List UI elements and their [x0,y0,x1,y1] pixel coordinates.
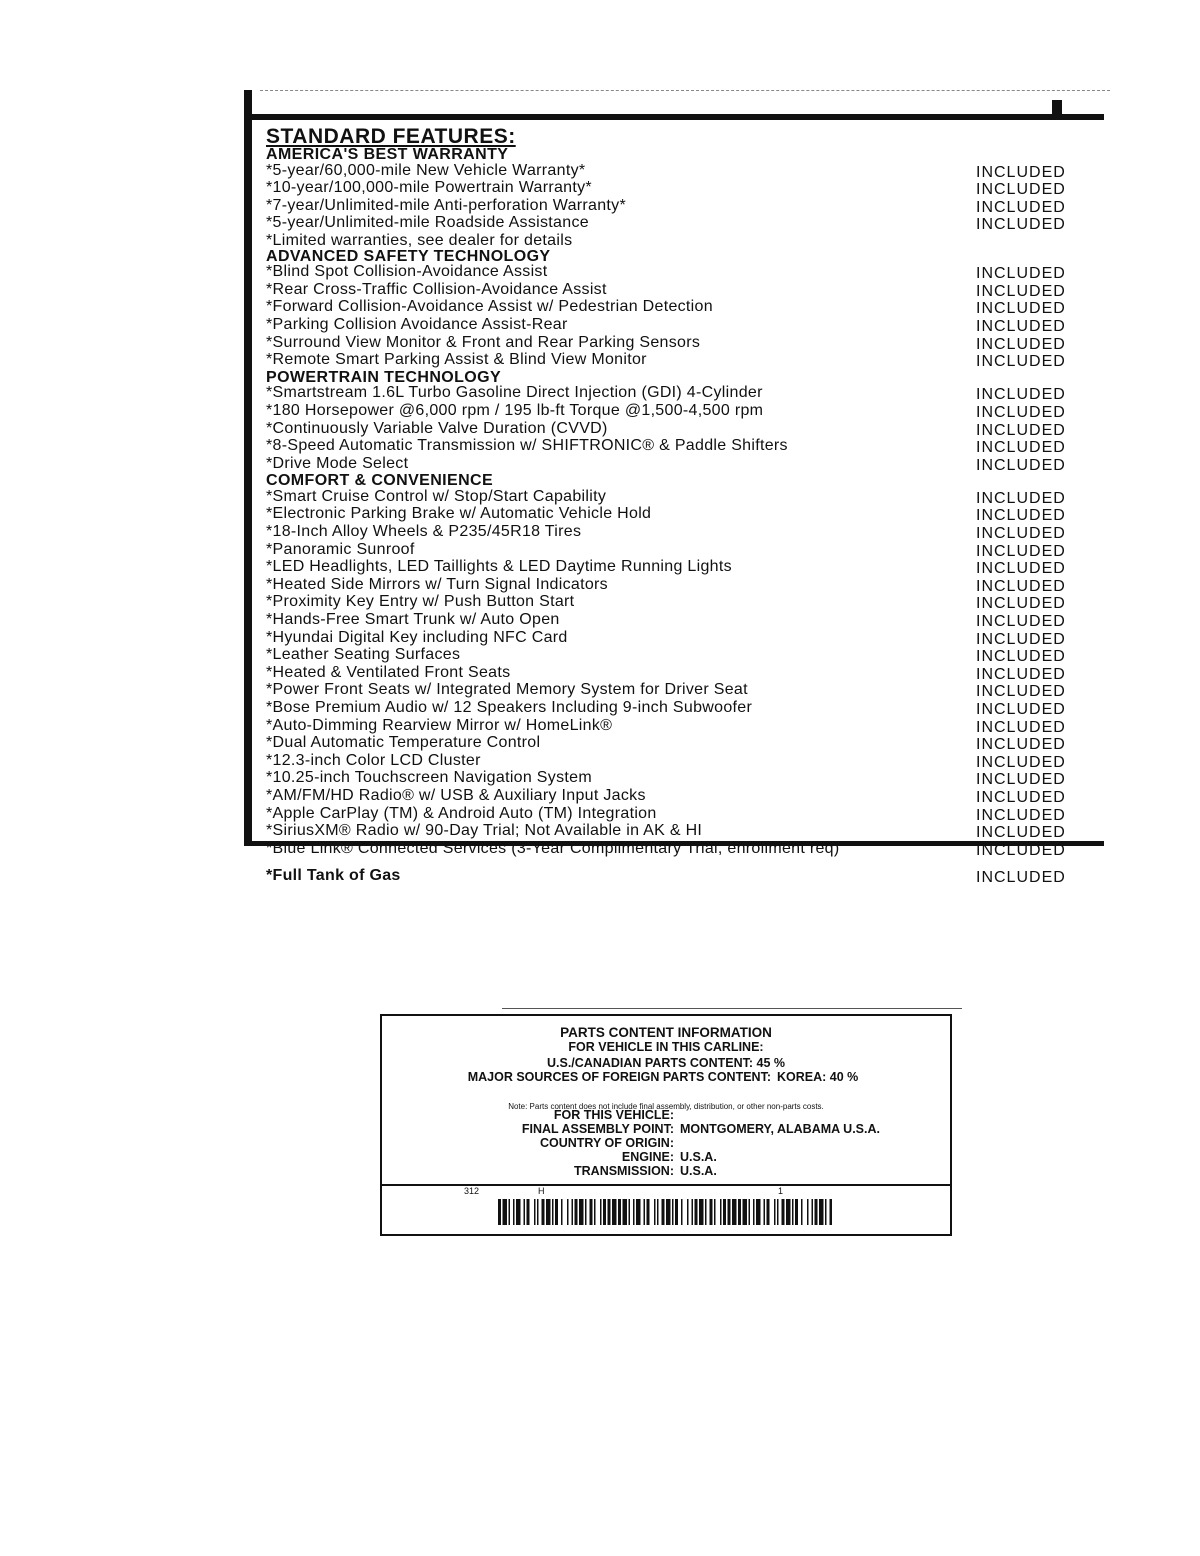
feature-status: INCLUDED [976,577,1066,595]
feature-text: *Forward Collision-Avoidance Assist w/ Pedestrian Detection [266,298,713,316]
feature-row [266,594,1086,612]
barcode-bar [498,1199,501,1225]
barcode-bar [527,1199,530,1225]
top-border-notch [1052,100,1062,116]
feature-status: INCLUDED [976,403,1066,421]
feature-status: INCLUDED [976,736,1066,754]
feature-status: INCLUDED [976,753,1066,771]
feature-row [266,317,1086,335]
feature-text: *Bose Premium Audio w/ 12 Speakers Including 9-inch Subwoofer [266,699,753,716]
feature-row [266,559,1086,577]
standard-features-panel [244,84,1104,886]
feature-text: *12.3-inch Color LCD Cluster [266,751,481,769]
barcode-area [382,1186,950,1234]
feature-status: INCLUDED [976,525,1066,543]
barcode [498,1199,832,1225]
country-of-origin-heading: COUNTRY OF ORIGIN: [539,1136,674,1150]
carline-heading: FOR VEHICLE IN THIS CARLINE: [568,1040,764,1054]
feature-row [266,823,1086,841]
barcode-bar [537,1199,539,1225]
feature-status: INCLUDED [976,683,1066,701]
barcode-bar [764,1199,766,1225]
barcode-bar [819,1199,824,1225]
feature-row [266,806,1086,824]
feature-text: *Panoramic Sunroof [266,540,415,558]
feature-text: *Hands-Free Smart Trunk w/ Auto Open [266,611,560,629]
group-title-powertrain: POWERTRAIN TECHNOLOGY [266,368,502,386]
barcode-bar [572,1199,574,1225]
barcode-bar [687,1199,689,1225]
feature-status: INCLUDED [976,665,1066,683]
barcode-bar [710,1199,713,1225]
standard-features-title: STANDARD FEATURES: [266,125,516,148]
barcode-bar [792,1199,794,1225]
feature-text: *Surround View Monitor & Front and Rear Parking Sensors [266,333,701,351]
feature-text: *Auto-Dimming Rearview Mirror w/ HomeLink® [266,716,613,734]
feature-row [266,403,1086,421]
feature-status: INCLUDED [976,216,1066,234]
feature-text: *Full Tank of Gas [266,866,401,884]
barcode-bar [516,1199,521,1225]
barcode-bar [795,1199,798,1225]
barcode-bar [629,1199,631,1225]
feature-row-full-tank [266,868,1086,886]
feature-row [266,753,1086,771]
feature-status: INCLUDED [976,386,1066,404]
vehicle-heading: FOR THIS VEHICLE: [553,1108,674,1122]
feature-status: INCLUDED [976,595,1066,613]
code-h: H [538,1186,545,1196]
barcode-bar [657,1199,659,1225]
feature-text: *Smartstream 1.6L Turbo Gasoline Direct Injection (GDI) 4-Cylinder [266,384,763,402]
feature-status: INCLUDED [976,507,1066,525]
feature-status: INCLUDED [976,718,1066,736]
barcode-bar [534,1199,536,1225]
feature-row [266,524,1086,542]
feature-status: INCLUDED [976,439,1066,457]
scan-dash-line [260,90,1110,91]
feature-row [266,647,1086,665]
feature-status: INCLUDED [976,489,1066,507]
feature-row [266,700,1086,718]
barcode-bar [699,1199,704,1225]
feature-text: *180 Horsepower @6,000 rpm / 195 lb-ft Torque @1,500-4,500 rpm [266,401,764,419]
feature-text: *Hyundai Digital Key including NFC Card [266,628,568,646]
feature-status [976,233,1086,235]
feature-status: INCLUDED [976,335,1066,353]
engine-value: U.S.A. [680,1150,717,1164]
feature-text: *7-year/Unlimited-mile Anti-perforation Warranty* [266,196,627,214]
feature-status: INCLUDED [976,868,1066,886]
feature-text: *LED Headlights, LED Taillights & LED Daytime Running Lights [266,558,732,576]
feature-status: INCLUDED [976,648,1066,666]
barcode-bar [782,1199,785,1225]
feature-text: *Blue Link® Connected Services (3-Year Complimentary Trial, enrollment req) [266,839,840,857]
feature-text: *Continuously Variable Valve Duration (CVVD) [266,419,608,437]
group-title-warranty: AMERICA'S BEST WARRANTY [266,146,509,163]
code-1: 1 [778,1186,784,1196]
feature-row [266,215,1086,233]
barcode-bar [675,1199,678,1225]
feature-status: INCLUDED [976,560,1066,578]
feature-list [266,126,1086,885]
barcode-bar [723,1199,726,1225]
parts-content-label [380,1014,952,1236]
barcode-bar [636,1199,641,1225]
feature-text: *8-Speed Automatic Transmission w/ SHIFTRONIC® & Paddle Shifters [266,437,788,455]
barcode-bar [801,1199,803,1225]
barcode-bar [561,1199,563,1225]
barcode-bar [807,1199,809,1225]
feature-text: *Heated & Ventilated Front Seats [266,663,511,681]
transmission-value: U.S.A. [680,1164,717,1178]
group-title-comfort: COMFORT & CONVENIENCE [266,472,494,490]
feature-row [266,438,1086,456]
feature-text: *Dual Automatic Temperature Control [266,734,541,752]
barcode-bar [623,1199,628,1225]
feature-row [266,282,1086,300]
feature-status: INCLUDED [976,613,1066,631]
parts-content-info [382,1022,950,1186]
transmission-label: TRANSMISSION: [574,1164,674,1178]
feature-text: *5-year/Unlimited-mile Roadside Assistance [266,214,589,232]
barcode-bar [590,1199,593,1225]
feature-status: INCLUDED [976,771,1066,789]
feature-text: *Limited warranties, see dealer for details [266,231,573,249]
feature-row [266,682,1086,700]
feature-status: INCLUDED [976,701,1066,718]
barcode-bar [774,1199,776,1225]
feature-text: *10-year/100,000-mile Powertrain Warranty* [266,179,592,197]
feature-text: *Leather Seating Surfaces [266,646,461,664]
barcode-bar [720,1199,722,1225]
barcode-bar [555,1199,558,1225]
barcode-bar [743,1199,748,1225]
feature-text: *Blind Spot Collision-Avoidance Assist [266,263,548,281]
feature-text: *Power Front Seats w/ Integrated Memory System for Driver Seat [266,681,748,699]
feature-text: *Apple CarPlay (TM) & Android Auto (TM) Integration [266,804,657,822]
barcode-bar [603,1199,606,1225]
barcode-bar [695,1199,698,1225]
feature-status: INCLUDED [976,456,1066,474]
feature-text: *Heated Side Mirrors w/ Turn Signal Indicators [266,575,608,593]
feature-row [266,421,1086,439]
assembly-point-value: MONTGOMERY, ALABAMA U.S.A. [680,1122,880,1136]
feature-text: *Parking Collision Avoidance Assist-Rear [266,315,568,333]
feature-status: INCLUDED [976,806,1066,824]
parts-note: Note: Parts content does not include final assembly, distribution, or other non-parts costs. [508,1102,824,1111]
barcode-bar [830,1199,833,1225]
feature-status: INCLUDED [976,824,1066,842]
feature-row [266,718,1086,736]
barcode-bar [728,1199,731,1225]
feature-row [266,352,1086,370]
us-canadian-content: U.S./CANADIAN PARTS CONTENT: 45 % [547,1056,785,1070]
group-title-safety: ADVANCED SAFETY TECHNOLOGY [266,247,551,265]
barcode-bar [608,1199,611,1225]
barcode-bar [503,1199,508,1225]
feature-status: INCLUDED [976,542,1066,560]
scan-line [502,1008,962,1009]
barcode-bar [662,1199,665,1225]
feature-row [266,163,1086,181]
feature-status: INCLUDED [976,163,1066,181]
feature-text: *Proximity Key Entry w/ Push Button Start [266,593,575,611]
feature-row [266,665,1086,683]
feature-text: *Rear Cross-Traffic Collision-Avoidance Assist [266,280,607,298]
feature-status: INCLUDED [976,788,1066,806]
barcode-bar [666,1199,671,1225]
barcode-bar [513,1199,515,1225]
barcode-bar [633,1199,635,1225]
barcode-bar [542,1199,545,1225]
barcode-bar [705,1199,707,1225]
feature-row [266,735,1086,753]
feature-row [266,299,1086,317]
feature-row [266,180,1086,198]
feature-text: *5-year/60,000-mile New Vehicle Warranty* [266,161,586,179]
barcode-bar [600,1199,602,1225]
feature-status: INCLUDED [976,630,1066,648]
feature-row [266,612,1086,630]
barcode-bar [767,1199,770,1225]
foreign-parts-value: KOREA: 40 % [777,1070,859,1084]
feature-status: INCLUDED [976,317,1066,335]
feature-text: *Smart Cruise Control w/ Stop/Start Capability [266,487,607,505]
barcode-bar [812,1199,814,1225]
feature-row [266,264,1086,282]
feature-text: *SiriusXM® Radio w/ 90-Day Trial; Not Available in AK & HI [266,822,703,840]
barcode-bar [612,1199,617,1225]
feature-status: INCLUDED [976,841,1066,859]
barcode-bar [575,1199,578,1225]
parts-content-title: PARTS CONTENT INFORMATION [560,1025,772,1040]
feature-text: *Drive Mode Select [266,454,409,472]
barcode-bar [509,1199,511,1225]
feature-row [266,385,1086,403]
feature-row [266,198,1086,216]
feature-status: INCLUDED [976,282,1066,300]
feature-row [266,506,1086,524]
barcode-bar [552,1199,554,1225]
code-312: 312 [464,1186,480,1196]
feature-text: *Electronic Parking Brake w/ Automatic Vehicle Hold [266,505,652,523]
feature-text: *AM/FM/HD Radio® w/ USB & Auxiliary Input Jacks [266,786,646,804]
barcode-bar [732,1199,737,1225]
feature-status: INCLUDED [976,353,1066,371]
feature-status: INCLUDED [976,181,1066,199]
feature-status: INCLUDED [976,198,1066,216]
barcode-bar [567,1199,569,1225]
barcode-bar [756,1199,761,1225]
barcode-bar [753,1199,755,1225]
barcode-bar [654,1199,656,1225]
barcode-bar [647,1199,650,1225]
top-border-bar [244,114,1104,120]
barcode-bar [644,1199,646,1225]
feature-row [266,335,1086,353]
feature-status: INCLUDED [976,265,1066,283]
barcode-bar [815,1199,818,1225]
barcode-bar [777,1199,779,1225]
feature-row [266,841,1086,868]
feature-row [266,456,1086,474]
feature-row [266,542,1086,560]
barcode-bar [681,1199,683,1225]
feature-row [266,630,1086,648]
barcode-bar [579,1199,584,1225]
barcode-bar [738,1199,741,1225]
feature-text: *Remote Smart Parking Assist & Blind View Monitor [266,351,647,369]
barcode-bar [524,1199,526,1225]
feature-status: INCLUDED [976,421,1066,439]
feature-row [266,577,1086,595]
foreign-parts-label: MAJOR SOURCES OF FOREIGN PARTS CONTENT: [467,1070,771,1084]
left-border-bar [244,90,252,846]
barcode-bar [749,1199,751,1225]
feature-row [266,489,1086,507]
feature-row [266,770,1086,788]
barcode-bar [618,1199,621,1225]
barcode-bar [594,1199,596,1225]
feature-text: *10.25-inch Touchscreen Navigation System [266,769,592,787]
feature-row [266,233,1086,249]
feature-row [266,788,1086,806]
barcode-bar [672,1199,674,1225]
engine-label: ENGINE: [621,1150,674,1164]
feature-text: *18-Inch Alloy Wheels & P235/45R18 Tires [266,523,582,541]
barcode-bar [585,1199,587,1225]
barcode-bar [546,1199,551,1225]
feature-status: INCLUDED [976,300,1066,318]
barcode-bar [825,1199,827,1225]
barcode-bar [714,1199,716,1225]
barcode-bar [786,1199,791,1225]
barcode-bar [692,1199,694,1225]
assembly-point-label: FINAL ASSEMBLY POINT: [521,1122,674,1136]
